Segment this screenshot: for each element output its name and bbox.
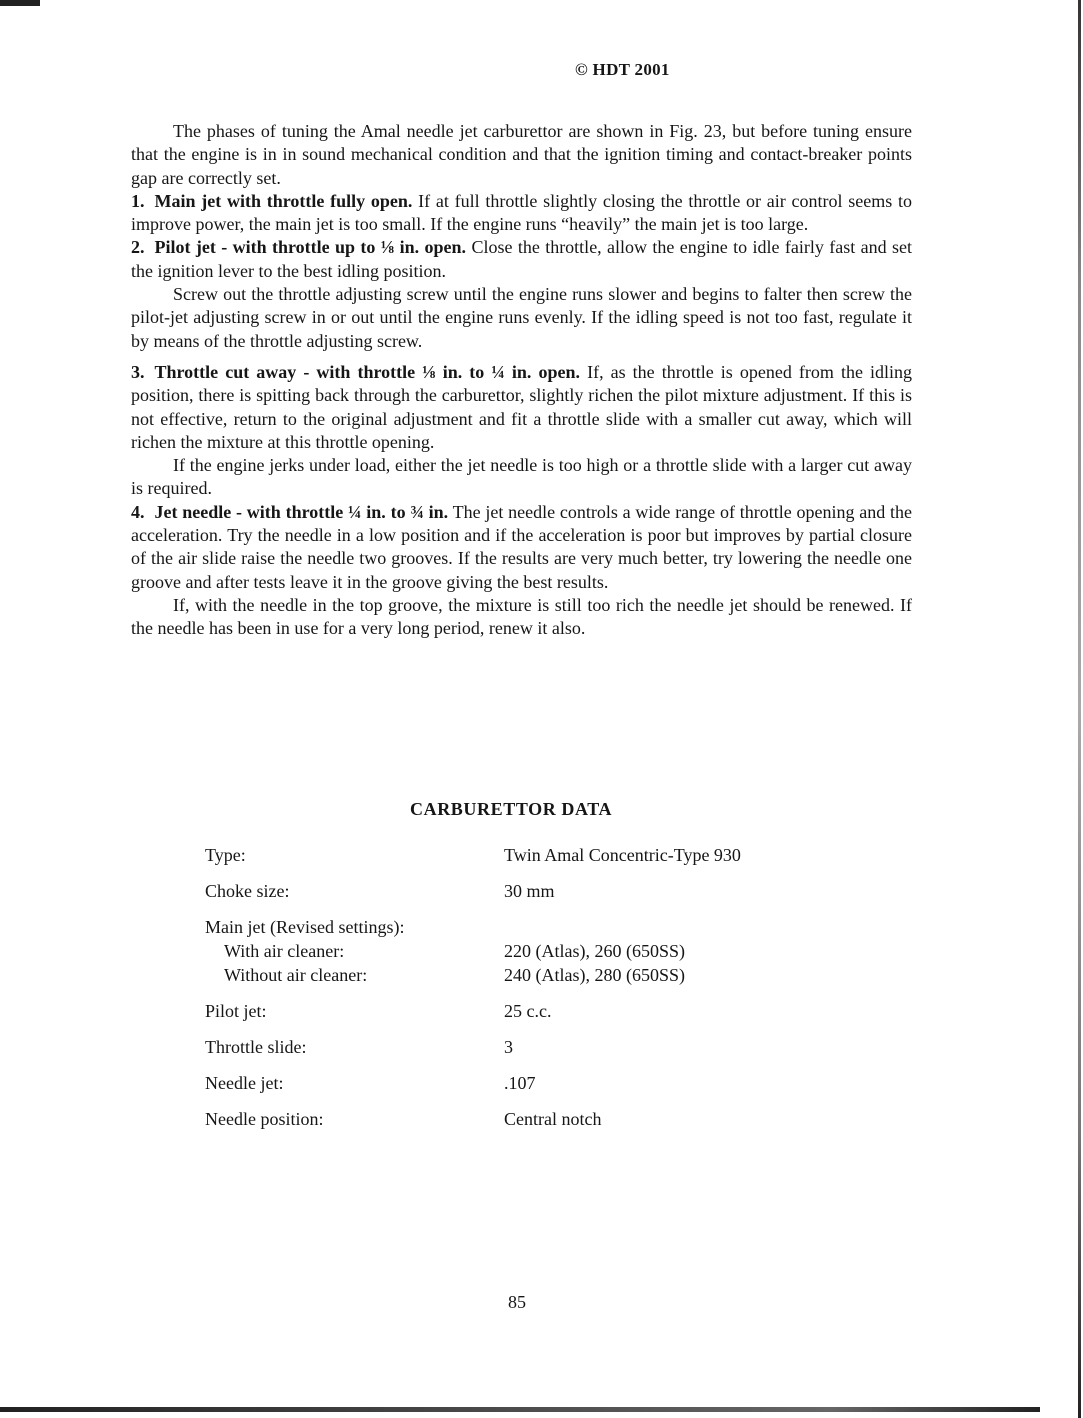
scan-edge-right bbox=[1078, 0, 1081, 1418]
without-cleaner-value: 240 (Atlas), 280 (650SS) bbox=[504, 965, 685, 985]
choke-value: 30 mm bbox=[504, 881, 555, 901]
step-3-text: If, as the throttle is opened from the idling position, there is spitting back through the carburettor, slightly richen the pilot mixture adjustment. If this is not effective, return to the original adjustment and fit a throttle slide with a smaller cut away, which will richen the mixture at this throttle opening. bbox=[131, 361, 912, 452]
body-text bbox=[131, 120, 912, 641]
step-2-heading: Pilot jet - with throttle up to ⅛ in. open. bbox=[154, 237, 467, 258]
choke-label: Choke size: bbox=[205, 881, 290, 901]
carburettor-data-title: CARBURETTOR DATA bbox=[410, 799, 613, 819]
step-3 bbox=[131, 361, 912, 454]
carburettor-data-table bbox=[205, 843, 904, 1143]
step-4-text: The jet needle controls a wide range of throttle opening and the acceleration. Try the needle in a low position and if the acceleration is poor but improves by partial closure of the air slide raise the needle two grooves. If the results are very much better, try lowering the needle one groove and after tests leave it in the groove giving the best results. bbox=[131, 501, 913, 592]
without-cleaner-label: Without air cleaner: bbox=[224, 965, 368, 985]
step-3-heading: Throttle cut away - with throttle ⅛ in. to ¼ in. open. bbox=[154, 361, 581, 382]
scan-edge-bottom bbox=[0, 1407, 1040, 1412]
step-3-num: 3. bbox=[131, 361, 145, 382]
main-jet-label: Main jet (Revised settings): bbox=[205, 917, 405, 937]
step-2-num: 2. bbox=[131, 237, 145, 258]
step-3-extra: If the engine jerks under load, either the jet needle is too high or a throttle slide with a larger cut away is required. bbox=[131, 455, 912, 499]
needle-jet-value: .107 bbox=[504, 1073, 536, 1093]
type-label: Type: bbox=[205, 845, 246, 865]
needle-position-label: Needle position: bbox=[205, 1109, 324, 1129]
data-row-type bbox=[205, 843, 904, 879]
step-4 bbox=[131, 501, 912, 594]
step-1-text: If at full throttle slightly closing the throttle or air control seems to improve power, the main jet is too small. If the engine runs “heavily” the main jet is too large. bbox=[131, 190, 912, 235]
data-row-needle-position bbox=[205, 1107, 904, 1143]
step-4-extra: If, with the needle in the top groove, the mixture is still too rich the needle jet should be renewed. If the needle has been in use for a very long period, renew it also. bbox=[131, 594, 912, 639]
needle-position-value: Central notch bbox=[504, 1109, 602, 1129]
step-2-extra: Screw out the throttle adjusting screw until the engine runs slower and begins to falter then screw the pilot-jet adjusting screw in or out until the engine runs evenly. If the idling speed is not too fast, regulate it by means of the throttle adjusting screw. bbox=[131, 284, 912, 351]
pilot-value: 25 c.c. bbox=[504, 1001, 552, 1021]
data-row-pilot bbox=[205, 999, 904, 1035]
data-row-main-jet bbox=[205, 915, 904, 939]
scan-edge-top bbox=[0, 0, 40, 6]
data-row-needle-jet bbox=[205, 1071, 904, 1107]
needle-jet-label: Needle jet: bbox=[205, 1073, 284, 1093]
step-1 bbox=[131, 190, 912, 237]
step-1-num: 1. bbox=[131, 190, 145, 211]
step-1-heading: Main jet with throttle fully open. bbox=[154, 190, 413, 211]
step-4-heading: Jet needle - with throttle ¼ in. to ¾ in. bbox=[154, 501, 449, 522]
slide-label: Throttle slide: bbox=[205, 1037, 307, 1057]
with-cleaner-label: With air cleaner: bbox=[224, 941, 345, 961]
slide-value: 3 bbox=[504, 1037, 513, 1057]
copyright-header: © HDT 2001 bbox=[575, 60, 670, 79]
data-row-choke bbox=[205, 879, 904, 915]
type-value: Twin Amal Concentric-Type 930 bbox=[504, 845, 741, 865]
with-cleaner-value: 220 (Atlas), 260 (650SS) bbox=[504, 941, 685, 961]
pilot-label: Pilot jet: bbox=[205, 1001, 267, 1021]
data-row-slide bbox=[205, 1035, 904, 1071]
data-row-without-cleaner bbox=[205, 963, 904, 999]
data-row-with-cleaner bbox=[205, 939, 904, 963]
intro-paragraph: The phases of tuning the Amal needle jet carburettor are shown in Fig. 23, but before tuning ensure that the engine is in in sound mechanical condition and that the ignition timing and contact-breaker points gap are correctly set. bbox=[131, 121, 912, 188]
step-2-text: Close the throttle, allow the engine to idle fairly fast and set the ignition lever to the best idling position. bbox=[131, 237, 912, 281]
step-2 bbox=[131, 236, 912, 283]
page-number: 85 bbox=[508, 1292, 526, 1312]
step-4-num: 4. bbox=[131, 501, 145, 522]
